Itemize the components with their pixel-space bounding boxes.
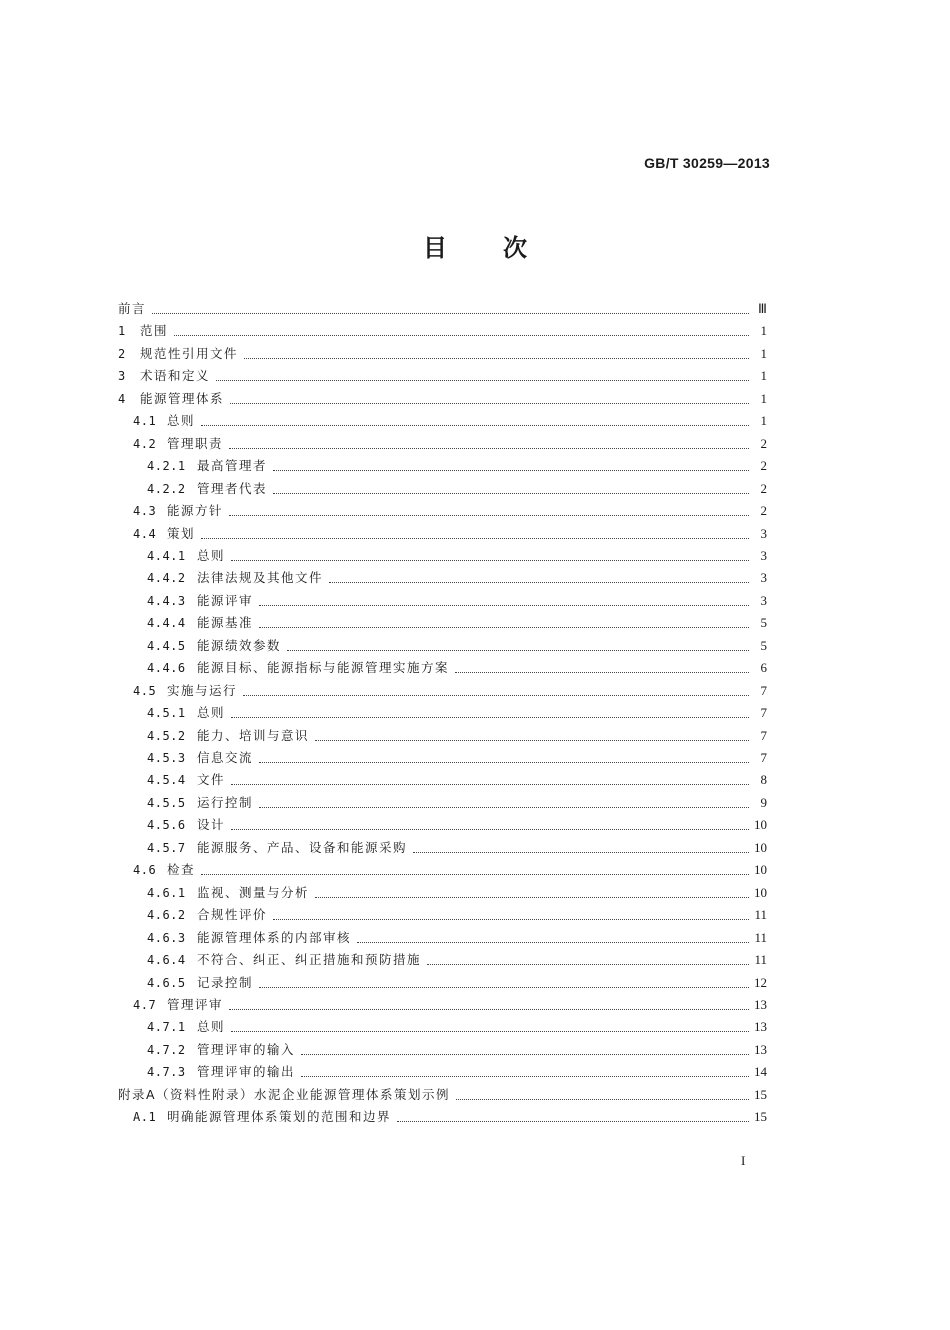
toc-dot-leader: [229, 1008, 749, 1010]
toc-entry[interactable]: [147, 477, 767, 497]
toc-entry-page: 7: [760, 705, 767, 721]
toc-entry-label: 前言: [118, 301, 147, 316]
toc-entry-page: 1: [760, 413, 767, 429]
toc-entry-label: 记录控制: [197, 974, 254, 990]
toc-entry-page: 1: [760, 323, 767, 339]
toc-dot-leader: [243, 694, 749, 696]
toc-entry[interactable]: [147, 544, 767, 564]
toc-entry-label: 规范性引用文件: [140, 345, 239, 361]
toc-entry[interactable]: [147, 701, 767, 721]
toc-entry[interactable]: [147, 836, 767, 856]
toc-dot-leader: [229, 514, 749, 516]
toc-entry[interactable]: [147, 948, 767, 968]
toc-dot-leader: [174, 334, 749, 336]
toc-entry[interactable]: [147, 768, 767, 788]
toc-dot-leader: [231, 1030, 749, 1032]
toc-dot-leader: [315, 739, 749, 741]
toc-entry-label: 能力、培训与意识: [197, 727, 310, 743]
toc-entry-label: 能源管理体系的内部审核: [197, 929, 352, 945]
toc-entry[interactable]: [147, 881, 767, 901]
toc-entry-number: 2: [118, 346, 126, 361]
toc-entry[interactable]: [147, 589, 767, 609]
toc-entry-number: 4.4: [133, 526, 157, 541]
toc-entry-page: 13: [754, 996, 767, 1012]
toc-entry-page: 10: [754, 839, 767, 855]
toc-entry-label: 管理评审: [167, 996, 224, 1012]
toc-dot-leader: [456, 1098, 749, 1100]
toc-dot-leader: [216, 379, 749, 381]
toc-entry-label: 附录A（资料性附录）水泥企业能源管理体系策划示例: [118, 1086, 451, 1102]
toc-dot-leader: [152, 312, 749, 314]
toc-entry[interactable]: [118, 1083, 767, 1103]
toc-dot-leader: [231, 828, 749, 830]
toc-entry-number: 4.6: [133, 863, 157, 878]
toc-entry[interactable]: [133, 499, 767, 519]
toc-entry-label: 策划: [167, 525, 196, 541]
toc-dot-leader: [259, 761, 749, 763]
toc-entry-label: 管理评审的输入: [197, 1041, 296, 1057]
toc-entry[interactable]: [147, 746, 767, 766]
toc-entry-page: 15: [754, 1109, 767, 1125]
toc-entry-page: 13: [754, 1019, 767, 1035]
toc-entry-number: A.1: [133, 1110, 157, 1125]
toc-entry-number: 4.2.2: [147, 481, 186, 496]
toc-dot-leader: [427, 963, 749, 965]
toc-entry[interactable]: [147, 1038, 767, 1058]
toc-entry-number: 4.4.6: [147, 661, 186, 676]
toc-entry[interactable]: [147, 634, 767, 654]
toc-entry-number: 4.2.1: [147, 459, 186, 474]
toc-entry-page: 3: [760, 525, 767, 541]
toc-entry[interactable]: [147, 454, 767, 474]
toc-entry-page: 3: [760, 570, 767, 586]
toc-entry-label: 明确能源管理体系策划的范围和边界: [167, 1109, 392, 1125]
toc-entry-label: 能源基准: [197, 615, 254, 631]
toc-entry[interactable]: [118, 364, 767, 384]
toc-entry-number: 4.4.3: [147, 593, 186, 608]
toc-dot-leader: [273, 469, 749, 471]
toc-entry-label: 管理评审的输出: [197, 1064, 296, 1080]
toc-entry-page: 9: [760, 794, 767, 810]
toc-entry-number: 3: [118, 369, 126, 384]
toc-entry[interactable]: [147, 566, 767, 586]
page-number: I: [741, 1153, 746, 1168]
toc-entry-page: 1: [760, 368, 767, 384]
toc-entry-number: 4.5.1: [147, 706, 186, 721]
toc-entry-label: 法律法规及其他文件: [197, 570, 324, 586]
toc-entry-label: 能源目标、能源指标与能源管理实施方案: [197, 660, 450, 676]
page-title: [0, 228, 950, 263]
toc-entry-label: 最高管理者: [197, 458, 268, 474]
toc-dot-leader: [259, 626, 749, 628]
toc-dot-leader: [301, 1053, 749, 1055]
toc-entry[interactable]: [147, 971, 767, 991]
toc-entry-page: 7: [760, 682, 767, 698]
page-title-char-1: 目: [423, 233, 447, 262]
toc-entry-number: 4.7: [133, 997, 157, 1012]
toc-entry-page: 2: [760, 458, 767, 474]
standard-code: GB/T 30259—2013: [644, 155, 770, 171]
toc-entry-label: 术语和定义: [140, 368, 211, 384]
toc-entry-page: 11: [754, 907, 767, 923]
toc-entry[interactable]: [147, 791, 767, 811]
toc-entry[interactable]: [133, 409, 767, 429]
toc-entry-page: 5: [760, 615, 767, 631]
toc-entry-page: Ⅲ: [758, 301, 767, 316]
toc-entry-page: 2: [760, 480, 767, 496]
toc-entry-number: 4.6.1: [147, 885, 186, 900]
toc-entry[interactable]: [118, 319, 767, 339]
toc-entry-label: 范围: [140, 323, 169, 339]
toc-entry-label: 不符合、纠正、纠正措施和预防措施: [197, 952, 422, 968]
toc-dot-leader: [231, 716, 749, 718]
toc-entry-page: 12: [754, 974, 767, 990]
toc-entry-label: 设计: [197, 817, 226, 833]
toc-entry[interactable]: [147, 656, 767, 676]
toc-entry-number: 4.5: [133, 683, 157, 698]
toc-entry-page: 13: [754, 1041, 767, 1057]
toc-entry-number: 4.5.3: [147, 751, 186, 765]
toc-entry-number: 4.5.5: [147, 795, 186, 810]
toc-entry-number: 4.7.1: [147, 1020, 186, 1035]
toc-dot-leader: [229, 447, 749, 449]
toc-entry[interactable]: [118, 297, 767, 317]
toc-dot-leader: [357, 941, 749, 943]
toc-dot-leader: [301, 1075, 749, 1077]
toc-dot-leader: [201, 424, 749, 426]
toc-entry-label: 能源评审: [197, 592, 254, 608]
toc-entry-number: 4.4.4: [147, 616, 186, 631]
toc-entry-label: 能源管理体系: [140, 390, 225, 406]
toc-entry-page: 10: [754, 884, 767, 900]
toc-entry[interactable]: [147, 1015, 767, 1035]
toc-dot-leader: [413, 851, 749, 853]
toc-entry-page: 10: [754, 862, 767, 878]
toc-entry-number: 1: [118, 324, 126, 339]
toc-entry[interactable]: [133, 432, 767, 452]
toc-entry-number: 4.5.7: [147, 840, 186, 855]
toc-dot-leader: [259, 604, 749, 606]
toc-entry[interactable]: [147, 813, 767, 833]
toc-entry-page: 8: [760, 772, 767, 788]
toc-entry-label: 能源绩效参数: [197, 637, 282, 653]
toc-entry-page: 6: [760, 660, 767, 676]
toc-entry[interactable]: [133, 522, 767, 542]
toc-entry[interactable]: [147, 903, 767, 923]
toc-entry-page: 1: [760, 345, 767, 361]
toc-entry-number: 4.6.5: [147, 975, 186, 990]
toc-entry-number: 4.5.6: [147, 818, 186, 833]
toc-entry-page: 2: [760, 503, 767, 519]
toc-entry[interactable]: [133, 1105, 767, 1125]
toc-dot-leader: [329, 581, 749, 583]
toc-dot-leader: [455, 671, 749, 673]
toc-entry-label: 总则: [197, 705, 226, 721]
toc-entry-label: 监视、测量与分析: [197, 884, 310, 900]
toc-entry-label: 运行控制: [197, 794, 254, 810]
toc-dot-leader: [273, 492, 749, 494]
toc-entry-page: 7: [760, 727, 767, 743]
toc-entry-page: 2: [760, 435, 767, 451]
toc-entry-label: 总则: [197, 547, 226, 563]
toc-entry-page: 11: [754, 952, 767, 968]
toc-entry-page: 14: [754, 1064, 767, 1080]
toc-entry-label: 管理职责: [167, 435, 224, 451]
toc-entry-page: 5: [760, 637, 767, 653]
toc-entry-number: 4.2: [133, 436, 157, 451]
toc-entry-label: 信息交流: [197, 750, 254, 765]
toc-entry[interactable]: [133, 858, 767, 878]
toc-dot-leader: [273, 918, 749, 920]
toc-dot-leader: [259, 806, 749, 808]
toc-entry-number: 4.6.4: [147, 953, 186, 968]
toc-dot-leader: [231, 783, 749, 785]
toc-dot-leader: [201, 873, 749, 875]
toc-entry-number: 4.7.3: [147, 1065, 186, 1080]
toc-entry[interactable]: [147, 1060, 767, 1080]
toc-dot-leader: [397, 1120, 749, 1122]
toc-entry[interactable]: [118, 342, 767, 362]
toc-entry-label: 总则: [167, 413, 196, 429]
toc-entry-number: 4.5.2: [147, 728, 186, 743]
toc-entry[interactable]: [118, 387, 767, 407]
toc-entry-number: 4.5.4: [147, 773, 186, 788]
toc-entry[interactable]: [133, 993, 767, 1013]
toc-dot-leader: [259, 986, 749, 988]
toc-entry-page: 10: [754, 817, 767, 833]
toc-dot-leader: [287, 649, 749, 651]
toc-entry-page: 7: [760, 750, 767, 765]
toc-entry-page: 3: [760, 547, 767, 563]
toc-entry-number: 4: [118, 391, 126, 406]
page-title-char-2: 次: [503, 233, 527, 262]
toc-entry-number: 4.7.2: [147, 1042, 186, 1057]
toc-entry-page: 3: [760, 592, 767, 608]
toc-entry-page: 1: [760, 390, 767, 406]
toc-entry[interactable]: [147, 611, 767, 631]
toc-entry-label: 合规性评价: [197, 907, 268, 923]
toc-entry-number: 4.4.2: [147, 571, 186, 586]
toc-entry-number: 4.3: [133, 504, 157, 519]
toc-entry-label: 能源服务、产品、设备和能源采购: [197, 839, 408, 855]
toc-entry[interactable]: [147, 926, 767, 946]
toc-entry-number: 4.4.1: [147, 548, 186, 563]
toc-entry-page: 11: [754, 929, 767, 945]
toc-entry-label: 能源方针: [167, 503, 224, 519]
toc-entry-label: 文件: [197, 772, 226, 788]
toc-entry[interactable]: [147, 724, 767, 744]
toc-dot-leader: [231, 559, 749, 561]
toc-dot-leader: [244, 357, 749, 359]
toc-entry-page: 15: [754, 1086, 767, 1102]
toc-dot-leader: [201, 537, 749, 539]
toc-entry-label: 总则: [197, 1019, 226, 1035]
toc-entry-number: 4.1: [133, 414, 157, 429]
toc-entry[interactable]: [133, 679, 767, 699]
toc-dot-leader: [230, 402, 749, 404]
toc-entry-number: 4.4.5: [147, 638, 186, 653]
toc-entry-label: 管理者代表: [197, 480, 268, 496]
toc-entry-number: 4.6.2: [147, 908, 186, 923]
toc-dot-leader: [315, 896, 749, 898]
toc-entry-number: 4.6.3: [147, 930, 186, 945]
toc-entry-label: 实施与运行: [167, 682, 238, 698]
toc-entry-label: 检查: [167, 862, 196, 878]
